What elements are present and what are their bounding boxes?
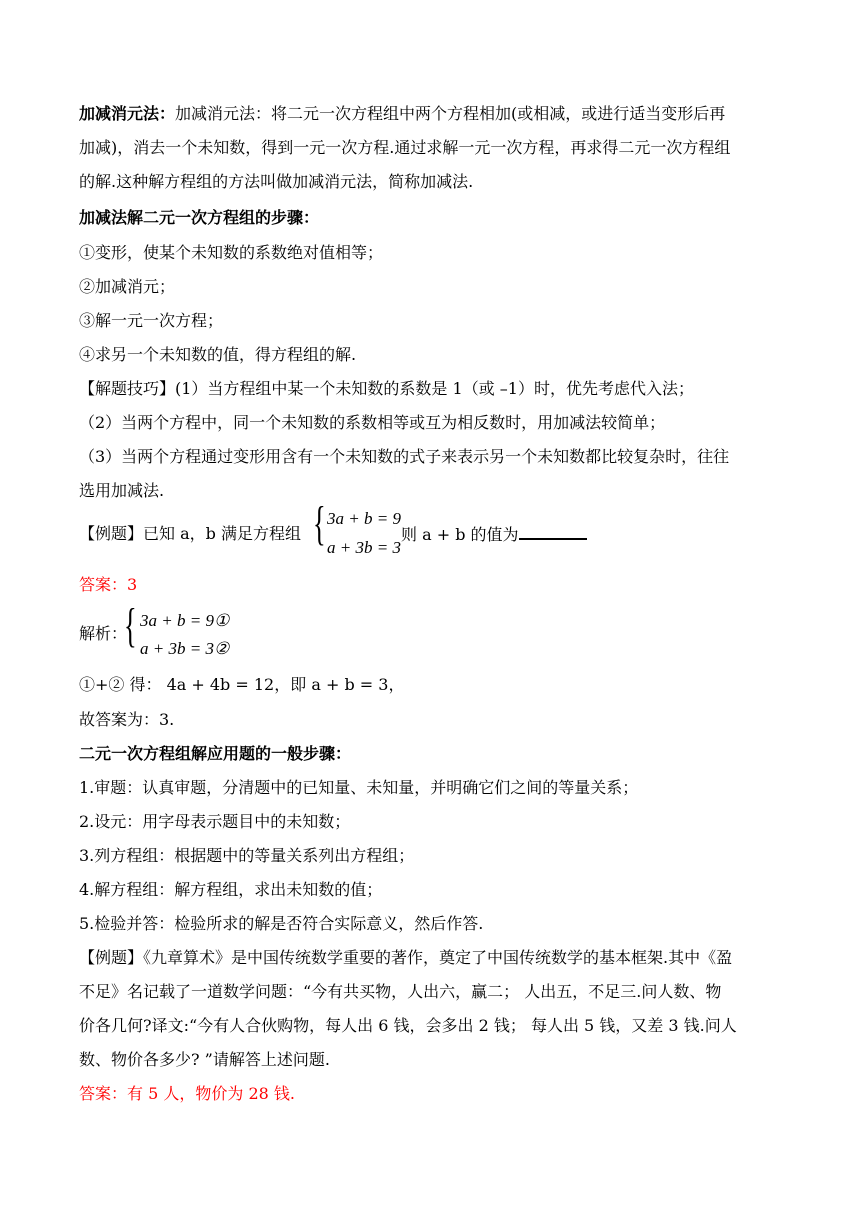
step-item: ②加减消元； bbox=[79, 277, 176, 296]
example2-line-3: 价各几何?译文:“今有人合伙购物，每人出 6 钱，会多出 2 钱； 每人出 5 钱，又差 3 钱.问人 bbox=[79, 1016, 737, 1035]
example1-step: ①+② 得： 4a + 4b = 12，即 a + b = 3， bbox=[79, 675, 405, 694]
tips-line-2: （2）当两个方程中，同一个未知数的系数相等或互为相反数时，用加减法较简单； bbox=[79, 413, 666, 432]
app-step-item: 3.列方程组：根据题中的等量关系列出方程组； bbox=[79, 846, 415, 865]
intro-line-1 bbox=[79, 104, 725, 124]
intro-line-3: 的解.这种解方程组的方法叫做加减消元法，简称加减法. bbox=[79, 172, 474, 191]
example2-answer: 答案：有 5 人，物价为 28 钱. bbox=[79, 1084, 295, 1103]
tips-line-3: （3）当两个方程通过变形用含有一个未知数的式子来表示另一个未知数都比较复杂时，往往 bbox=[79, 447, 730, 466]
app-steps-heading: 二元一次方程组解应用题的一般步骤： bbox=[79, 744, 352, 763]
example1-suffix bbox=[401, 524, 587, 545]
intro-line-1-text: 加减消元法：将二元一次方程组中两个方程相加(或相减，或进行适当变形后再 bbox=[175, 104, 726, 123]
tips-line-4: 选用加减法. bbox=[79, 481, 165, 500]
step-item: ④求另一个未知数的值，得方程组的解. bbox=[79, 345, 357, 364]
app-step-item: 4.解方程组：解方程组，求出未知数的值； bbox=[79, 880, 383, 899]
left-brace-icon: { bbox=[313, 497, 326, 550]
app-step-item: 5.检验并答：检验所求的解是否符合实际意义，然后作答. bbox=[79, 914, 484, 933]
app-step-item: 1.审题：认真审题，分清题中的已知量、未知量，并明确它们之间的等量关系； bbox=[79, 778, 639, 797]
tips-line-1: 【解题技巧】(1）当方程组中某一个未知数的系数是 1（或 –1）时，优先考虑代入法； bbox=[79, 379, 694, 398]
left-brace-icon: { bbox=[124, 599, 137, 652]
example1-analysis-eq2: a + 3b = 3② bbox=[140, 639, 230, 658]
example2-line-1: 【例题】《九章算术》是中国传统数学重要的著作，奠定了中国传统数学的基本框架.其中《盈 bbox=[79, 948, 733, 967]
example1-suffix-text: 则 a + b 的值为 bbox=[401, 525, 519, 544]
example1-prefix: 【例题】已知 a，b 满足方程组 bbox=[79, 524, 301, 543]
example2-line-4: 数、物价各多少? ”请解答上述问题. bbox=[79, 1050, 330, 1069]
step-item: ③解一元一次方程； bbox=[79, 311, 224, 330]
answer-blank bbox=[519, 524, 587, 540]
app-step-item: 2.设元：用字母表示题目中的未知数； bbox=[79, 812, 351, 831]
example1-eq2: a + 3b = 3 bbox=[327, 538, 401, 557]
intro-heading: 加减消元法： bbox=[79, 104, 176, 123]
example1-analysis-label: 解析： bbox=[79, 624, 128, 643]
example1-eq1: 3a + b = 9 bbox=[327, 509, 401, 528]
example2-line-2: 不足》名记载了一道数学问题：“今有共买物，人出六，赢二； 人出五，不足三.问人数、物 bbox=[79, 982, 722, 1001]
steps-heading: 加减法解二元一次方程组的步骤： bbox=[79, 208, 320, 227]
example1-answer: 答案：3 bbox=[79, 575, 138, 594]
step-item: ①变形，使某个未知数的系数绝对值相等； bbox=[79, 243, 384, 262]
example1-analysis-eq1: 3a + b = 9① bbox=[140, 611, 230, 630]
intro-line-2: 加减)，消去一个未知数，得到一元一次方程.通过求解一元一次方程，再求得二元一次方程组 bbox=[79, 138, 731, 157]
example1-conclusion: 故答案为：3. bbox=[79, 710, 175, 729]
